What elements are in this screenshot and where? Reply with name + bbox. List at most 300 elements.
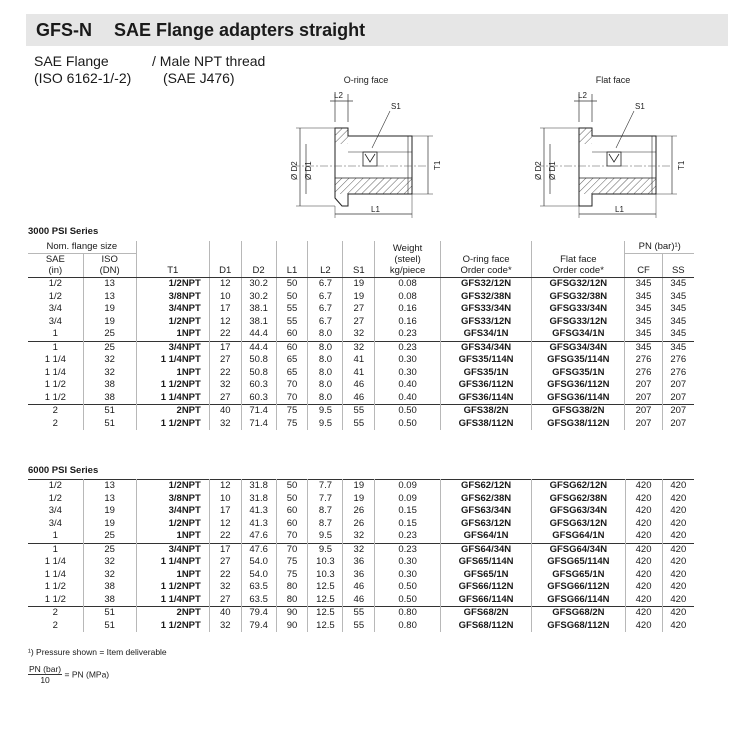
table-cell: 420 [662, 607, 694, 620]
sae-header-unit: (in) [48, 265, 63, 276]
table-cell: 1 1/2NPT [136, 581, 209, 594]
table-cell: GFSG66/112N [532, 581, 625, 594]
table-cell: GFS64/34N [440, 543, 531, 556]
title-bar [26, 14, 728, 46]
table-cell: 1 [28, 530, 83, 543]
table-cell: 0.16 [375, 303, 441, 316]
table-cell: GFSG64/34N [532, 543, 625, 556]
table-cell: GFS68/112N [440, 620, 531, 633]
table-cell: 2 [28, 620, 83, 633]
table-cell: 1 1/4 [28, 569, 83, 582]
table-cell: GFSG32/38N [532, 291, 625, 304]
table-cell: 13 [83, 493, 136, 506]
table-cell: 2NPT [136, 607, 209, 620]
table-cell: 8.7 [308, 518, 343, 531]
table-cell: 345 [625, 291, 662, 304]
d1-header: D1 [209, 241, 241, 278]
table-cell: 55 [343, 607, 375, 620]
oring-l2-label: L2 [334, 91, 343, 100]
table-cell: GFS65/114N [440, 556, 531, 569]
table-cell: 0.23 [375, 530, 441, 543]
series-6000-title: 6000 PSI Series [28, 465, 99, 476]
table-cell: 40 [209, 405, 241, 418]
table-cell: 55 [343, 418, 375, 431]
table-cell: 79.4 [241, 607, 276, 620]
table-cell: 0.16 [375, 316, 441, 329]
table-cell: 19 [343, 480, 375, 493]
table-cell: GFSG32/12N [532, 278, 625, 291]
table-cell: 31.8 [241, 480, 276, 493]
table-cell: 6.7 [308, 303, 343, 316]
table-cell: 12.5 [308, 581, 343, 594]
table-cell: 1 1/2 [28, 392, 83, 405]
table-cell: 75 [276, 569, 308, 582]
table-cell: 27 [343, 303, 375, 316]
table-cell: 0.23 [375, 341, 441, 354]
table-cell: 32 [83, 569, 136, 582]
connection-left-line1: SAE Flange [34, 53, 109, 69]
oring-d1-label: Ø D1 [304, 161, 313, 180]
oring-face-diagram [278, 72, 450, 222]
table-row [28, 278, 694, 291]
table-cell: 0.09 [375, 493, 441, 506]
flat-d1-label: Ø D1 [548, 161, 557, 180]
l1-header: L1 [276, 241, 308, 278]
table-cell: 38 [83, 594, 136, 607]
series-3000-title: 3000 PSI Series [28, 226, 99, 237]
table-cell: 8.0 [308, 354, 343, 367]
table-cell: 60 [276, 505, 308, 518]
table-row [28, 291, 694, 304]
table-cell: 38 [83, 581, 136, 594]
table-cell: GFS65/1N [440, 569, 531, 582]
flat-caption: Flat face [595, 75, 631, 85]
table-cell: 3/4 [28, 303, 83, 316]
table-cell: 345 [625, 328, 662, 341]
table-cell: 420 [625, 581, 662, 594]
table-cell: 0.30 [375, 569, 441, 582]
table-cell: 47.6 [241, 543, 276, 556]
table-cell: 19 [83, 303, 136, 316]
table-cell: 0.15 [375, 518, 441, 531]
table-cell: 420 [625, 556, 662, 569]
formula-result: = PN (MPa) [64, 669, 110, 680]
table-cell: 60.3 [241, 379, 276, 392]
table-cell: 1NPT [136, 367, 209, 380]
table-cell: 8.0 [308, 367, 343, 380]
table-cell: 3/8NPT [136, 291, 209, 304]
table-row [28, 556, 694, 569]
table-cell: GFS63/34N [440, 505, 531, 518]
table-cell: 345 [625, 303, 662, 316]
table-cell: 12.5 [308, 594, 343, 607]
formula-numerator: PN (bar) [29, 664, 62, 674]
table-cell: 207 [625, 405, 662, 418]
cf-header: CF [625, 254, 662, 278]
table-cell: GFSG68/2N [532, 607, 625, 620]
table-cell: 51 [83, 607, 136, 620]
table-cell: 1 [28, 543, 83, 556]
table-cell: 276 [670, 366, 687, 378]
table-cell: GFSG33/34N [532, 303, 625, 316]
connection-right-line1: / Male NPT thread [152, 53, 266, 69]
table-cell: 207 [670, 379, 687, 390]
table-cell: 54.0 [241, 556, 276, 569]
table-cell: GFSG63/12N [532, 518, 625, 531]
table-cell: 1/2 [28, 278, 83, 291]
table-cell: 9.5 [308, 418, 343, 431]
oring-t1-label: T1 [433, 160, 442, 170]
series-3000-table [28, 241, 694, 430]
t1-header: T1 [136, 241, 209, 278]
table-cell: 70 [276, 392, 308, 405]
table-row [28, 341, 694, 354]
table-cell: 420 [625, 620, 662, 633]
table-row [28, 405, 694, 418]
table-cell: 1 [28, 341, 83, 354]
table-cell: 46 [343, 581, 375, 594]
table-cell: 32 [343, 543, 375, 556]
table-cell: 44.4 [241, 328, 276, 341]
table-cell: 25 [83, 530, 136, 543]
table-cell: 1/2 [28, 480, 83, 493]
table-cell: 19 [83, 316, 136, 329]
iso-header-unit: (DN) [99, 265, 120, 276]
series-6000-rows [28, 480, 694, 633]
table-cell: 27 [209, 354, 241, 367]
table-cell: 276 [670, 354, 687, 365]
table-cell: GFSG38/2N [532, 405, 625, 418]
table-cell: GFSG35/114N [532, 354, 625, 367]
table-cell: 60 [276, 328, 308, 341]
table-cell: 10 [209, 291, 241, 304]
table-row [28, 354, 694, 367]
table-cell: 17 [209, 505, 241, 518]
table-cell: GFSG62/12N [532, 480, 625, 493]
table-cell: 420 [625, 493, 662, 506]
table-cell: GFSG65/114N [532, 556, 625, 569]
flat-d2-label: Ø D2 [534, 161, 543, 180]
table-cell: 25 [83, 328, 136, 341]
table-cell: 25 [83, 543, 136, 556]
footnote: ¹) Pressure shown = Item deliverable [28, 647, 167, 657]
flat-l1-label: L1 [615, 205, 624, 214]
table-cell: 32 [343, 341, 375, 354]
table-cell: 12.5 [308, 607, 343, 620]
flat-face-diagram [522, 72, 694, 222]
table-cell: 17 [209, 341, 241, 354]
table-cell: 27 [343, 316, 375, 329]
product-code: GFS-N [36, 20, 92, 40]
table-cell: 55 [343, 620, 375, 633]
table-cell: GFSG36/114N [532, 392, 625, 405]
ss-header: SS [662, 254, 694, 278]
s1-header: S1 [343, 241, 375, 278]
table-cell: 19 [83, 518, 136, 531]
table-cell: 3/4NPT [136, 543, 209, 556]
table-cell: 50 [276, 278, 308, 291]
table-cell: GFSG63/34N [532, 505, 625, 518]
table-cell: 41 [343, 367, 375, 380]
table-cell: 71.4 [241, 405, 276, 418]
table-cell: 10.3 [308, 556, 343, 569]
table-cell: 8.0 [308, 379, 343, 392]
table-cell: 1/2NPT [136, 316, 209, 329]
table-cell: 10 [209, 493, 241, 506]
weight-header-line1: Weight [392, 243, 423, 254]
table-cell: 0.50 [375, 418, 441, 431]
table-cell: 0.08 [375, 291, 441, 304]
table-cell: 420 [625, 594, 662, 607]
table-cell: 1/2NPT [136, 480, 209, 493]
table-row [28, 493, 694, 506]
table-cell: 345 [670, 315, 687, 327]
table-cell: 38 [83, 379, 136, 392]
table-cell: 3/8NPT [136, 493, 209, 506]
table-cell: 207 [625, 379, 662, 392]
table-cell: GFS34/34N [440, 341, 531, 354]
table-cell: 345 [625, 341, 662, 354]
table-cell: 50 [276, 493, 308, 506]
table-cell: 3/4NPT [136, 341, 209, 354]
table-cell: 22 [209, 569, 241, 582]
table-cell: 55 [276, 316, 308, 329]
table-cell: GFSG35/1N [532, 367, 625, 380]
table-cell: 8.0 [308, 341, 343, 354]
table-cell: 207 [670, 417, 687, 429]
table-cell: GFS36/114N [440, 392, 531, 405]
table-cell: 19 [343, 291, 375, 304]
series-3000-rows [28, 278, 694, 431]
table-cell: GFSG36/112N [532, 379, 625, 392]
table-cell: 70 [276, 530, 308, 543]
table-cell: 51 [83, 620, 136, 633]
table-cell: 32 [209, 620, 241, 633]
table-cell: 41.3 [241, 505, 276, 518]
table-cell: 2 [28, 418, 83, 431]
connection-right-line2: (SAE J476) [163, 70, 235, 86]
table-cell: 0.40 [375, 379, 441, 392]
table-cell: 345 [662, 341, 694, 354]
table-cell: 12 [209, 316, 241, 329]
table-row [28, 505, 694, 518]
table-cell: 1/2NPT [136, 278, 209, 291]
table-cell: 0.09 [375, 480, 441, 493]
table-cell: 420 [625, 607, 662, 620]
table-cell: 32 [343, 530, 375, 543]
table-cell: 420 [625, 480, 662, 493]
table-cell: 38.1 [241, 316, 276, 329]
table-cell: GFS38/112N [440, 418, 531, 431]
table-cell: 55 [276, 303, 308, 316]
table-cell: 1NPT [136, 530, 209, 543]
oring-code-header-line1: O-ring face [462, 254, 510, 265]
table-cell: 71.4 [241, 418, 276, 431]
table-cell: GFSG34/34N [532, 341, 625, 354]
connection-left-line2: (ISO 6162-1/-2) [34, 70, 132, 86]
weight-header-line2: (steel) [394, 254, 421, 265]
connection-right [152, 53, 265, 87]
table-row [28, 303, 694, 316]
table-cell: 0.08 [375, 278, 441, 291]
flat-l2-label: L2 [578, 91, 587, 100]
table-cell: 60.3 [241, 392, 276, 405]
table-cell: GFS34/1N [440, 328, 531, 341]
table-cell: 276 [625, 367, 662, 380]
table-cell: 13 [83, 278, 136, 291]
table-row [28, 581, 694, 594]
table-cell: GFS33/12N [440, 316, 531, 329]
flat-code-header-line1: Flat face [560, 254, 597, 265]
table-cell: GFS32/12N [440, 278, 531, 291]
table-cell: 345 [625, 316, 662, 329]
table-cell: 420 [670, 619, 687, 631]
table-cell: 345 [670, 290, 687, 302]
table-cell: GFSG65/1N [532, 569, 625, 582]
table-cell: GFS35/114N [440, 354, 531, 367]
table-row [28, 328, 694, 341]
table-cell: 1 1/4NPT [136, 354, 209, 367]
table-cell: 8.0 [308, 392, 343, 405]
table-row [28, 418, 694, 431]
table-cell: 32 [209, 379, 241, 392]
table-cell: 36 [343, 556, 375, 569]
table-cell: 12 [209, 518, 241, 531]
pn-header: PN (bar)¹) [625, 241, 694, 254]
nom-flange-size-header: Nom. flange size [28, 241, 136, 254]
oring-code-header [440, 241, 531, 278]
table-cell: 17 [209, 303, 241, 316]
table-cell: 12 [209, 480, 241, 493]
table-cell: 7.7 [308, 493, 343, 506]
table-cell: 19 [343, 493, 375, 506]
table-cell: 38 [83, 392, 136, 405]
table-cell: GFS64/1N [440, 530, 531, 543]
table-cell: 420 [625, 530, 662, 543]
table-cell: 1 1/4NPT [136, 594, 209, 607]
table-cell: 420 [625, 543, 662, 556]
sae-header [28, 254, 83, 278]
table-row [28, 316, 694, 329]
table-cell: 1 1/2NPT [136, 620, 209, 633]
table-cell: 60 [276, 518, 308, 531]
table-cell: 60 [276, 341, 308, 354]
table-row [28, 518, 694, 531]
table-cell: 1 1/2 [28, 594, 83, 607]
table-cell: 1/2NPT [136, 518, 209, 531]
table-cell: 90 [276, 607, 308, 620]
table-cell: GFSG66/114N [532, 594, 625, 607]
table-cell: 12 [209, 278, 241, 291]
table-cell: 6.7 [308, 278, 343, 291]
table-cell: 50 [276, 291, 308, 304]
table-cell: 17 [209, 543, 241, 556]
table-cell: GFS35/1N [440, 367, 531, 380]
table-cell: 75 [276, 405, 308, 418]
table-cell: 1 [28, 328, 83, 341]
table-cell: 345 [625, 278, 662, 291]
table-cell: 13 [83, 291, 136, 304]
table-cell: 31.8 [241, 493, 276, 506]
table-cell: GFSG33/12N [532, 316, 625, 329]
series-6000-table [28, 479, 694, 632]
table-cell: 26 [343, 518, 375, 531]
table-cell: 32 [83, 556, 136, 569]
table-cell: 1 1/4 [28, 354, 83, 367]
table-cell: 3/4 [28, 316, 83, 329]
table-row [28, 620, 694, 633]
oring-caption: O-ring face [343, 75, 389, 85]
table-cell: 80 [276, 581, 308, 594]
table-cell: 207 [625, 392, 662, 405]
table-cell: 420 [670, 593, 687, 605]
table-cell: 8.0 [308, 328, 343, 341]
table-cell: 27 [209, 392, 241, 405]
table-cell: 36 [343, 569, 375, 582]
table-cell: 420 [625, 569, 662, 582]
table-cell: 44.4 [241, 341, 276, 354]
table-cell: 1 1/4NPT [136, 392, 209, 405]
table-cell: 30.2 [241, 291, 276, 304]
table-cell: GFS66/112N [440, 581, 531, 594]
table-cell: 3/4 [28, 518, 83, 531]
table-cell: 420 [670, 556, 687, 567]
table-cell: 1 1/2 [28, 379, 83, 392]
oring-s1-label: S1 [391, 102, 401, 111]
table-cell: 1 1/4 [28, 367, 83, 380]
table-cell: 19 [343, 278, 375, 291]
table-cell: 12.5 [308, 620, 343, 633]
table-cell: 345 [670, 328, 687, 339]
table-cell: 420 [662, 543, 694, 556]
table-cell: GFS33/34N [440, 303, 531, 316]
table-cell: 8.7 [308, 505, 343, 518]
table-row [28, 480, 694, 493]
table-cell: 1/2 [28, 291, 83, 304]
table-cell: 50.8 [241, 367, 276, 380]
table-cell: 32 [343, 328, 375, 341]
table-cell: 2 [28, 405, 83, 418]
table-cell: 1 1/4NPT [136, 556, 209, 569]
table-cell: 32 [83, 354, 136, 367]
table-cell: 79.4 [241, 620, 276, 633]
table-row [28, 367, 694, 380]
iso-header [83, 254, 136, 278]
table-cell: 345 [670, 278, 687, 289]
table-cell: 10.3 [308, 569, 343, 582]
table-cell: 46 [343, 594, 375, 607]
table-cell: 1 1/2 [28, 581, 83, 594]
table-cell: 6.7 [308, 291, 343, 304]
table-cell: 420 [670, 530, 687, 541]
table-cell: 41 [343, 354, 375, 367]
table-cell: 3/4 [28, 505, 83, 518]
table-cell: 420 [670, 568, 687, 580]
table-cell: 9.5 [308, 543, 343, 556]
table-cell: 32 [209, 418, 241, 431]
table-cell: 420 [625, 518, 662, 531]
table-cell: 2NPT [136, 405, 209, 418]
table-row [28, 543, 694, 556]
table-cell: 41.3 [241, 518, 276, 531]
l2-header: L2 [308, 241, 343, 278]
table-cell: 0.80 [375, 607, 441, 620]
oring-l1-label: L1 [371, 205, 380, 214]
flat-code-header-line2: Order code* [552, 265, 604, 276]
table-cell: 0.50 [375, 594, 441, 607]
sae-header-label: SAE [45, 254, 65, 265]
table-cell: GFS62/12N [440, 480, 531, 493]
